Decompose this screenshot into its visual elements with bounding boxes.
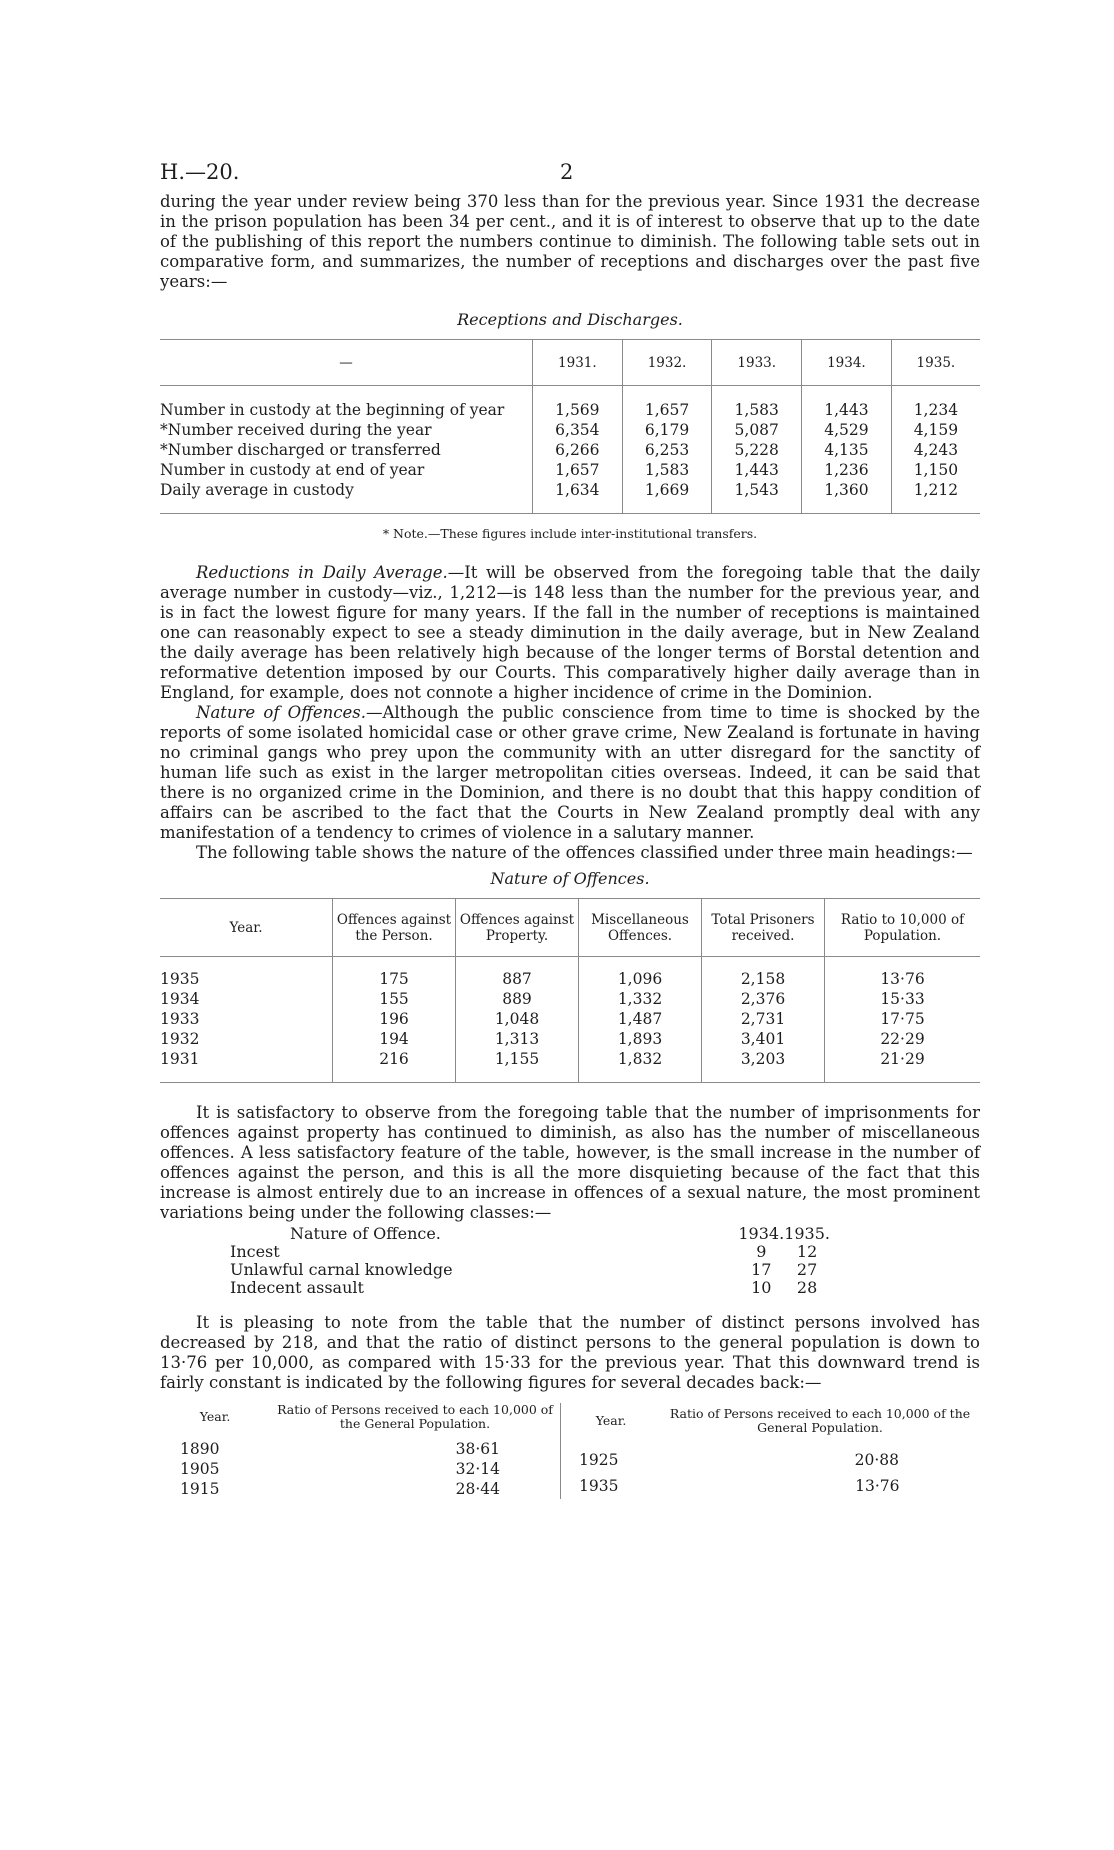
cell-value: 6,266 <box>533 440 623 460</box>
cell-value: 5,228 <box>712 440 802 460</box>
cell-value: 1,569 <box>533 400 623 420</box>
paragraph-nature-of-offences <box>160 703 980 843</box>
cell-value: 4,529 <box>802 420 892 440</box>
cell-value: 1,096 <box>579 969 702 989</box>
year-header: 1935. <box>891 340 980 386</box>
paragraph-distinct-persons: It is pleasing to note from the table that the number of distinct persons involved has decreased by 218, and that the ratio of distinct persons to the general population is down to 13·76 per 10,000, as compared with 15·33 for the previous year. That this downward trend is fairly constant is indicated by the following figures for several decades back:— <box>160 1313 980 1392</box>
column-header: Year. <box>229 919 263 936</box>
table-row <box>160 1029 980 1049</box>
table-row <box>160 1009 980 1029</box>
cell-value: 6,179 <box>622 420 712 440</box>
year-header: 1933. <box>712 340 802 386</box>
cell-value: 1,155 <box>456 1049 579 1069</box>
cell-value: 1,583 <box>712 400 802 420</box>
cell-value: 196 <box>333 1009 456 1029</box>
table-row <box>230 1261 830 1279</box>
cell-value: 10 <box>751 1278 772 1297</box>
cell-value: 5,087 <box>712 420 802 440</box>
cell-value: 1,657 <box>533 460 623 480</box>
ratio-table-right <box>560 1403 980 1499</box>
cell-value: 1,234 <box>891 400 980 420</box>
cell-value: 1,487 <box>579 1009 702 1029</box>
cell-value: 887 <box>456 969 579 989</box>
receptions-table <box>160 339 980 514</box>
year-header: 1935. <box>784 1224 830 1243</box>
cell-value: 1,583 <box>622 460 712 480</box>
table-row <box>160 1459 560 1479</box>
paragraph-body: —It will be observed from the foregoing table that the daily average number in custody—viz., 1,212—is 148 less than the number for the previous year, and is in fact the lowest figure for many years. If the fall in the number of receptions is maintained one can reasonably expect to see a steady diminution in the daily average, but in New Zealand the daily average has been relatively high because of the longer terms of Borstal detention and reformative detention imposed by our Courts. This comparatively higher daily average than in England, for example, does not connote a higher incidence of crime in the Dominion. <box>160 563 980 702</box>
classes-header-label: Nature of Offence. <box>290 1224 441 1243</box>
row-label: Number in custody at the beginning of year <box>160 400 505 419</box>
paragraph-body: —Although the public conscience from time to time is shocked by the reports of some isolated homicidal case or other grave crime, New Zealand is fortunate in having no criminal gangs who prey upon the community with an utter disregard for the sanctity of human life such as exist in the larger metropolitan cities overseas. Indeed, it can be said that there is no organized crime in the Dominion, and there is no doubt that this happy condition of affairs can be ascribed to the fact that the Courts in New Zealand promptly deal with any manifestation of a tendency to crimes of violence in a salutary manner. <box>160 703 980 842</box>
cell-value: 2,731 <box>702 1009 825 1029</box>
cell-value: 20·88 <box>854 1451 899 1470</box>
cell-value: 1,443 <box>712 460 802 480</box>
table-row <box>230 1243 830 1261</box>
cell-value: 21·29 <box>825 1049 981 1069</box>
cell-value: 2,158 <box>702 969 825 989</box>
cell-year: 1905 <box>180 1460 220 1478</box>
year-header: 1931. <box>533 340 623 386</box>
cell-value: 1,634 <box>533 480 623 500</box>
cell-value: 1,360 <box>802 480 892 500</box>
document-page <box>160 150 980 1499</box>
cell-year: 1915 <box>180 1480 220 1498</box>
cell-value: 4,243 <box>891 440 980 460</box>
cell-value: 12 <box>796 1242 818 1261</box>
table-row <box>160 969 980 989</box>
column-header: Ratio to 10,000 of Population. <box>825 899 981 957</box>
row-label: Daily average in custody <box>160 480 354 499</box>
classes-table <box>230 1225 830 1297</box>
cell-value: 216 <box>333 1049 456 1069</box>
cell-value: 1,443 <box>802 400 892 420</box>
column-header: Offences against Property. <box>456 899 579 957</box>
cell-year: 1932 <box>160 1029 200 1048</box>
year-header: 1934. <box>738 1224 785 1243</box>
page-header <box>160 150 980 190</box>
ratio-header: Ratio of Persons received to each 10,000 of the General Population. <box>277 1402 553 1431</box>
cell-value: 889 <box>456 989 579 1009</box>
ratio-table-left <box>160 1403 560 1499</box>
cell-value: 17·75 <box>825 1009 981 1029</box>
cell-value: 1,332 <box>579 989 702 1009</box>
ratio-tables <box>160 1403 980 1499</box>
table-row <box>160 1479 560 1499</box>
table-row <box>230 1279 830 1297</box>
cell-value: 17 <box>751 1260 772 1279</box>
cell-value: 4,159 <box>891 420 980 440</box>
paragraph-intro: during the year under review being 370 less than for the previous year. Since 1931 the decrease in the prison population has been 34 per cent., and it is of interest to observe that up to the date of the publishing of this report the numbers continue to diminish. The following table sets out in comparative form, and summarizes, the number of receptions and discharges over the past five years:— <box>160 192 980 291</box>
cell-value: 32·14 <box>455 1460 500 1478</box>
paragraph-heading: Nature of Offences. <box>196 703 367 722</box>
paragraph-daily-average <box>160 563 980 703</box>
ratio-header: Ratio of Persons received to each 10,000 of the General Population. <box>669 1406 971 1436</box>
paragraph-heading: Reductions in Daily Average. <box>196 563 448 582</box>
cell-value: 1,048 <box>456 1009 579 1029</box>
cell-value: 1,150 <box>891 460 980 480</box>
cell-value: 1,236 <box>802 460 892 480</box>
cell-value: 2,376 <box>702 989 825 1009</box>
cell-value: 3,203 <box>702 1049 825 1069</box>
year-header: 1934. <box>802 340 892 386</box>
cell-value: 15·33 <box>825 989 981 1009</box>
row-label: *Number received during the year <box>160 420 432 439</box>
cell-value: 1,313 <box>456 1029 579 1049</box>
cell-value: 27 <box>796 1260 818 1279</box>
column-header: Total Prisoners received. <box>702 899 825 957</box>
cell-value: 38·61 <box>455 1440 500 1458</box>
cell-value: 1,657 <box>622 400 712 420</box>
cell-value: 28 <box>796 1278 818 1297</box>
table-row <box>160 989 980 1009</box>
cell-value: 6,253 <box>622 440 712 460</box>
cell-value: 1,669 <box>622 480 712 500</box>
cell-value: 28·44 <box>455 1480 500 1498</box>
table-row <box>561 1473 980 1499</box>
page-number: 2 <box>560 160 574 184</box>
cell-value: 13·76 <box>825 969 981 989</box>
column-header: Offences against the Person. <box>333 899 456 957</box>
table-footnote: * Note.—These figures include inter-institutional transfers. <box>382 526 758 541</box>
cell-year: 1925 <box>579 1451 619 1470</box>
cell-value: 194 <box>333 1029 456 1049</box>
year-header: 1932. <box>622 340 712 386</box>
cell-value: 22·29 <box>825 1029 981 1049</box>
cell-value: 1,832 <box>579 1049 702 1069</box>
cell-value: 13·76 <box>855 1477 900 1496</box>
cell-year: 1934 <box>160 989 200 1008</box>
cell-value: 155 <box>333 989 456 1009</box>
row-label: Number in custody at end of year <box>160 460 425 479</box>
cell-value: 6,354 <box>533 420 623 440</box>
table-row <box>160 1439 560 1459</box>
row-label: Indecent assault <box>230 1278 364 1297</box>
cell-year: 1935 <box>160 969 200 988</box>
cell-value: 1,212 <box>891 480 980 500</box>
table-row <box>160 460 980 480</box>
paragraph-imprisonments: It is satisfactory to observe from the foregoing table that the number of imprisonments for offences against property has continued to diminish, as also has the number of miscellaneous offences. A less satisfactory feature of the table, however, is the small increase in the number of offences against the person, and this is all the more disquieting because of the fact that this increase is almost entirely due to an increase in offences of a sexual nature, the most prominent variations being under the following classes:— <box>160 1103 980 1222</box>
cell-value: 1,543 <box>712 480 802 500</box>
row-label: Incest <box>230 1242 280 1261</box>
cell-value: 4,135 <box>802 440 892 460</box>
cell-value: 9 <box>756 1242 767 1261</box>
cell-year: 1933 <box>160 1009 200 1028</box>
offences-table <box>160 898 980 1083</box>
cell-value: 1,893 <box>579 1029 702 1049</box>
report-code: H.—20. <box>160 160 240 184</box>
offences-table-caption: Nature of Offences. <box>490 869 650 888</box>
table-row <box>160 480 980 500</box>
row-label: Unlawful carnal knowledge <box>230 1260 453 1279</box>
cell-year: 1931 <box>160 1049 200 1068</box>
table-row <box>160 400 980 420</box>
column-header: Miscellaneous Offences. <box>579 899 702 957</box>
cell-value: 3,401 <box>702 1029 825 1049</box>
year-header: Year. <box>595 1413 627 1429</box>
table-row <box>160 420 980 440</box>
table-row <box>160 1049 980 1069</box>
receptions-table-caption: Receptions and Discharges. <box>457 310 683 329</box>
cell-year: 1890 <box>180 1440 220 1458</box>
paragraph-offences-intro: The following table shows the nature of the offences classified under three main headings:— <box>196 843 973 862</box>
receptions-corner-header: — <box>339 354 353 371</box>
row-label: *Number discharged or transferred <box>160 440 441 459</box>
year-header: Year. <box>199 1409 231 1424</box>
cell-year: 1935 <box>579 1477 619 1496</box>
cell-value: 175 <box>333 969 456 989</box>
table-row <box>160 440 980 460</box>
table-row <box>561 1447 980 1473</box>
